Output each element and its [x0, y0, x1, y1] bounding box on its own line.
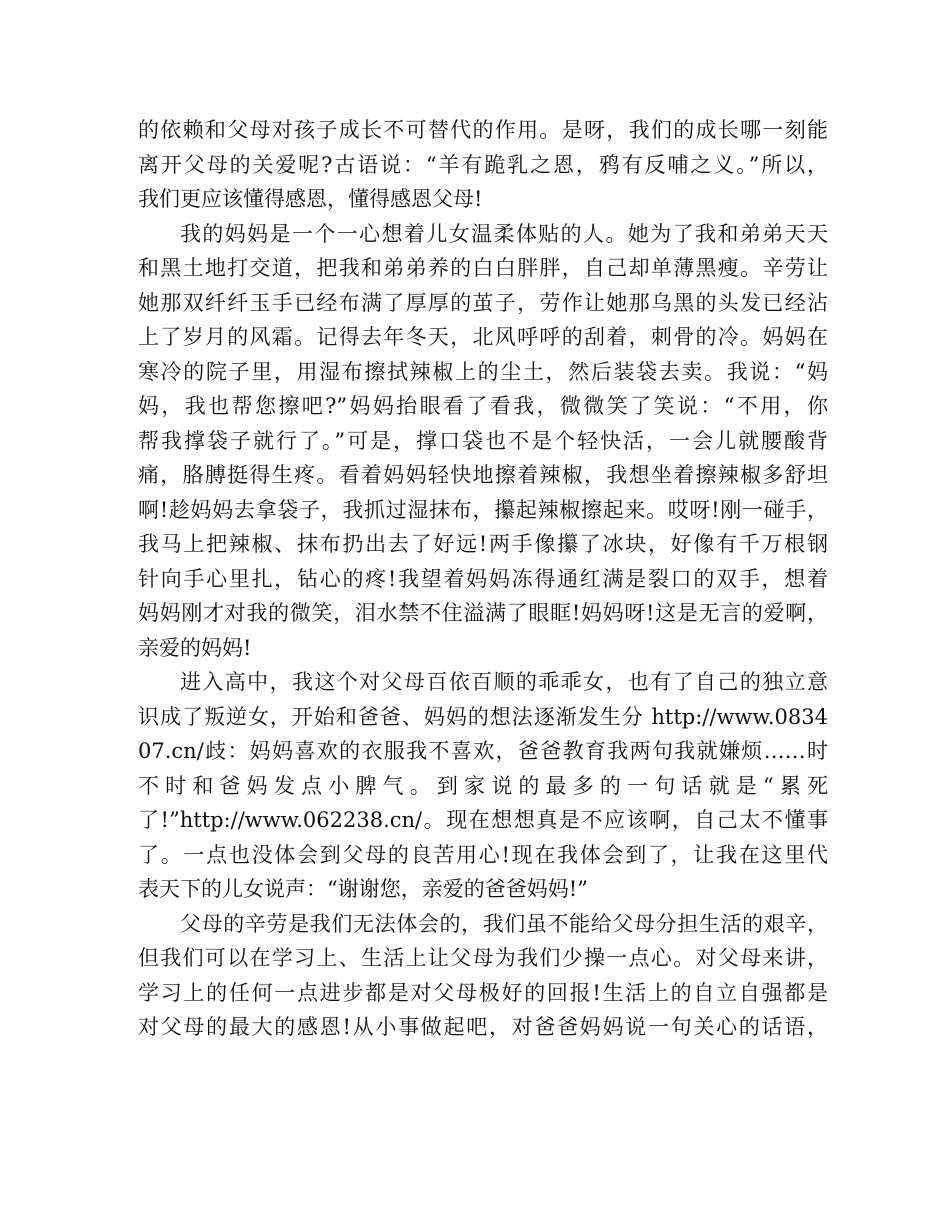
text-line: 上了岁月的风霜。记得去年冬天，北风呼呼的刮着，刺骨的冷。妈妈在 — [138, 325, 828, 349]
text-line: 父母的辛劳是我们无法体会的，我们虽不能给父母分担生活的艰辛， — [180, 911, 828, 936]
text-line: 啊!趁妈妈去拿袋子，我抓过湿抹布，攥起辣椒擦起来。哎呀!刚一碰手， — [138, 497, 828, 522]
text-line: 进入高中，我这个对父母百依百顺的乖乖女，也有了自己的独立意 — [180, 670, 828, 694]
paragraph-4 — [138, 907, 828, 1045]
text-line: 妈，我也帮您擦吧?”妈妈抬眼看了看我，微微笑了笑说：“不用，你 — [138, 394, 828, 418]
text-line: 表天下的儿女说声：“谢谢您，亲爱的爸爸妈妈!” — [138, 877, 588, 901]
text-line: 了。一点也没体会到父母的良苦用心!现在我体会到了，让我在这里代 — [138, 842, 828, 867]
text-line: 寒冷的院子里，用湿布擦拭辣椒上的尘土，然后装袋去卖。我说：“妈 — [138, 359, 828, 384]
text-line: 她那双纤纤玉手已经布满了厚厚的茧子，劳作让她那乌黑的头发已经沾 — [138, 290, 828, 315]
paragraph-2 — [138, 217, 828, 666]
body-text — [138, 113, 828, 1045]
paragraph-3 — [138, 665, 828, 907]
text-line: 但我们可以在学习上、生活上让父母为我们少操一点心。对父母来讲， — [138, 946, 828, 970]
text-line: 离开父母的关爱呢?古语说：“羊有跪乳之恩，鸦有反哺之义。”所以， — [138, 152, 828, 177]
text-line: 妈妈刚才对我的微笑，泪水禁不住溢满了眼眶!妈妈呀!这是无言的爱啊， — [138, 601, 828, 625]
text-line: 07.cn/歧：妈妈喜欢的衣服我不喜欢，爸爸教育我两句我就嫌烦……时 — [138, 739, 828, 763]
text-line: 痛，胳膊挺得生疼。看着妈妈轻快地擦着辣椒，我想坐着擦辣椒多舒坦 — [138, 463, 828, 487]
text-line: 我马上把辣椒、抹布扔出去了好远!两手像攥了冰块，好像有千万根钢 — [138, 532, 828, 556]
text-line: 我的妈妈是一个一心想着儿女温柔体贴的人。她为了我和弟弟天天 — [180, 221, 828, 246]
text-line: 帮我撑袋子就行了。”可是，撑口袋也不是个轻快活，一会儿就腰酸背 — [138, 428, 828, 453]
text-line: 针向手心里扎，钻心的疼!我望着妈妈冻得通红满是裂口的双手，想着 — [138, 566, 828, 591]
text-line: 亲爱的妈妈! — [138, 635, 252, 660]
paragraph-1 — [138, 113, 828, 217]
text-line: 的依赖和父母对孩子成长不可替代的作用。是呀，我们的成长哪一刻能 — [138, 118, 828, 142]
text-line: 了!”http://www.062238.cn/。现在想想真是不应该啊，自己太不懂事 — [138, 808, 828, 832]
text-line: 和黑土地打交道，把我和弟弟养的白白胖胖，自己却单薄黑瘦。辛劳让 — [138, 256, 828, 280]
text-line: 我们更应该懂得感恩，懂得感恩父母! — [138, 187, 483, 211]
text-line: 识成了叛逆女，开始和爸爸、妈妈的想法逐渐发生分 http://www.0834 — [138, 704, 828, 729]
text-line: 不时和爸妈发点小脾气。到家说的最多的一句话就是“累死 — [138, 773, 828, 798]
text-line: 学习上的任何一点进步都是对父母极好的回报!生活上的自立自强都是 — [138, 980, 828, 1005]
text-line: 对父母的最大的感恩!从小事做起吧，对爸爸妈妈说一句关心的话语， — [138, 1015, 828, 1039]
